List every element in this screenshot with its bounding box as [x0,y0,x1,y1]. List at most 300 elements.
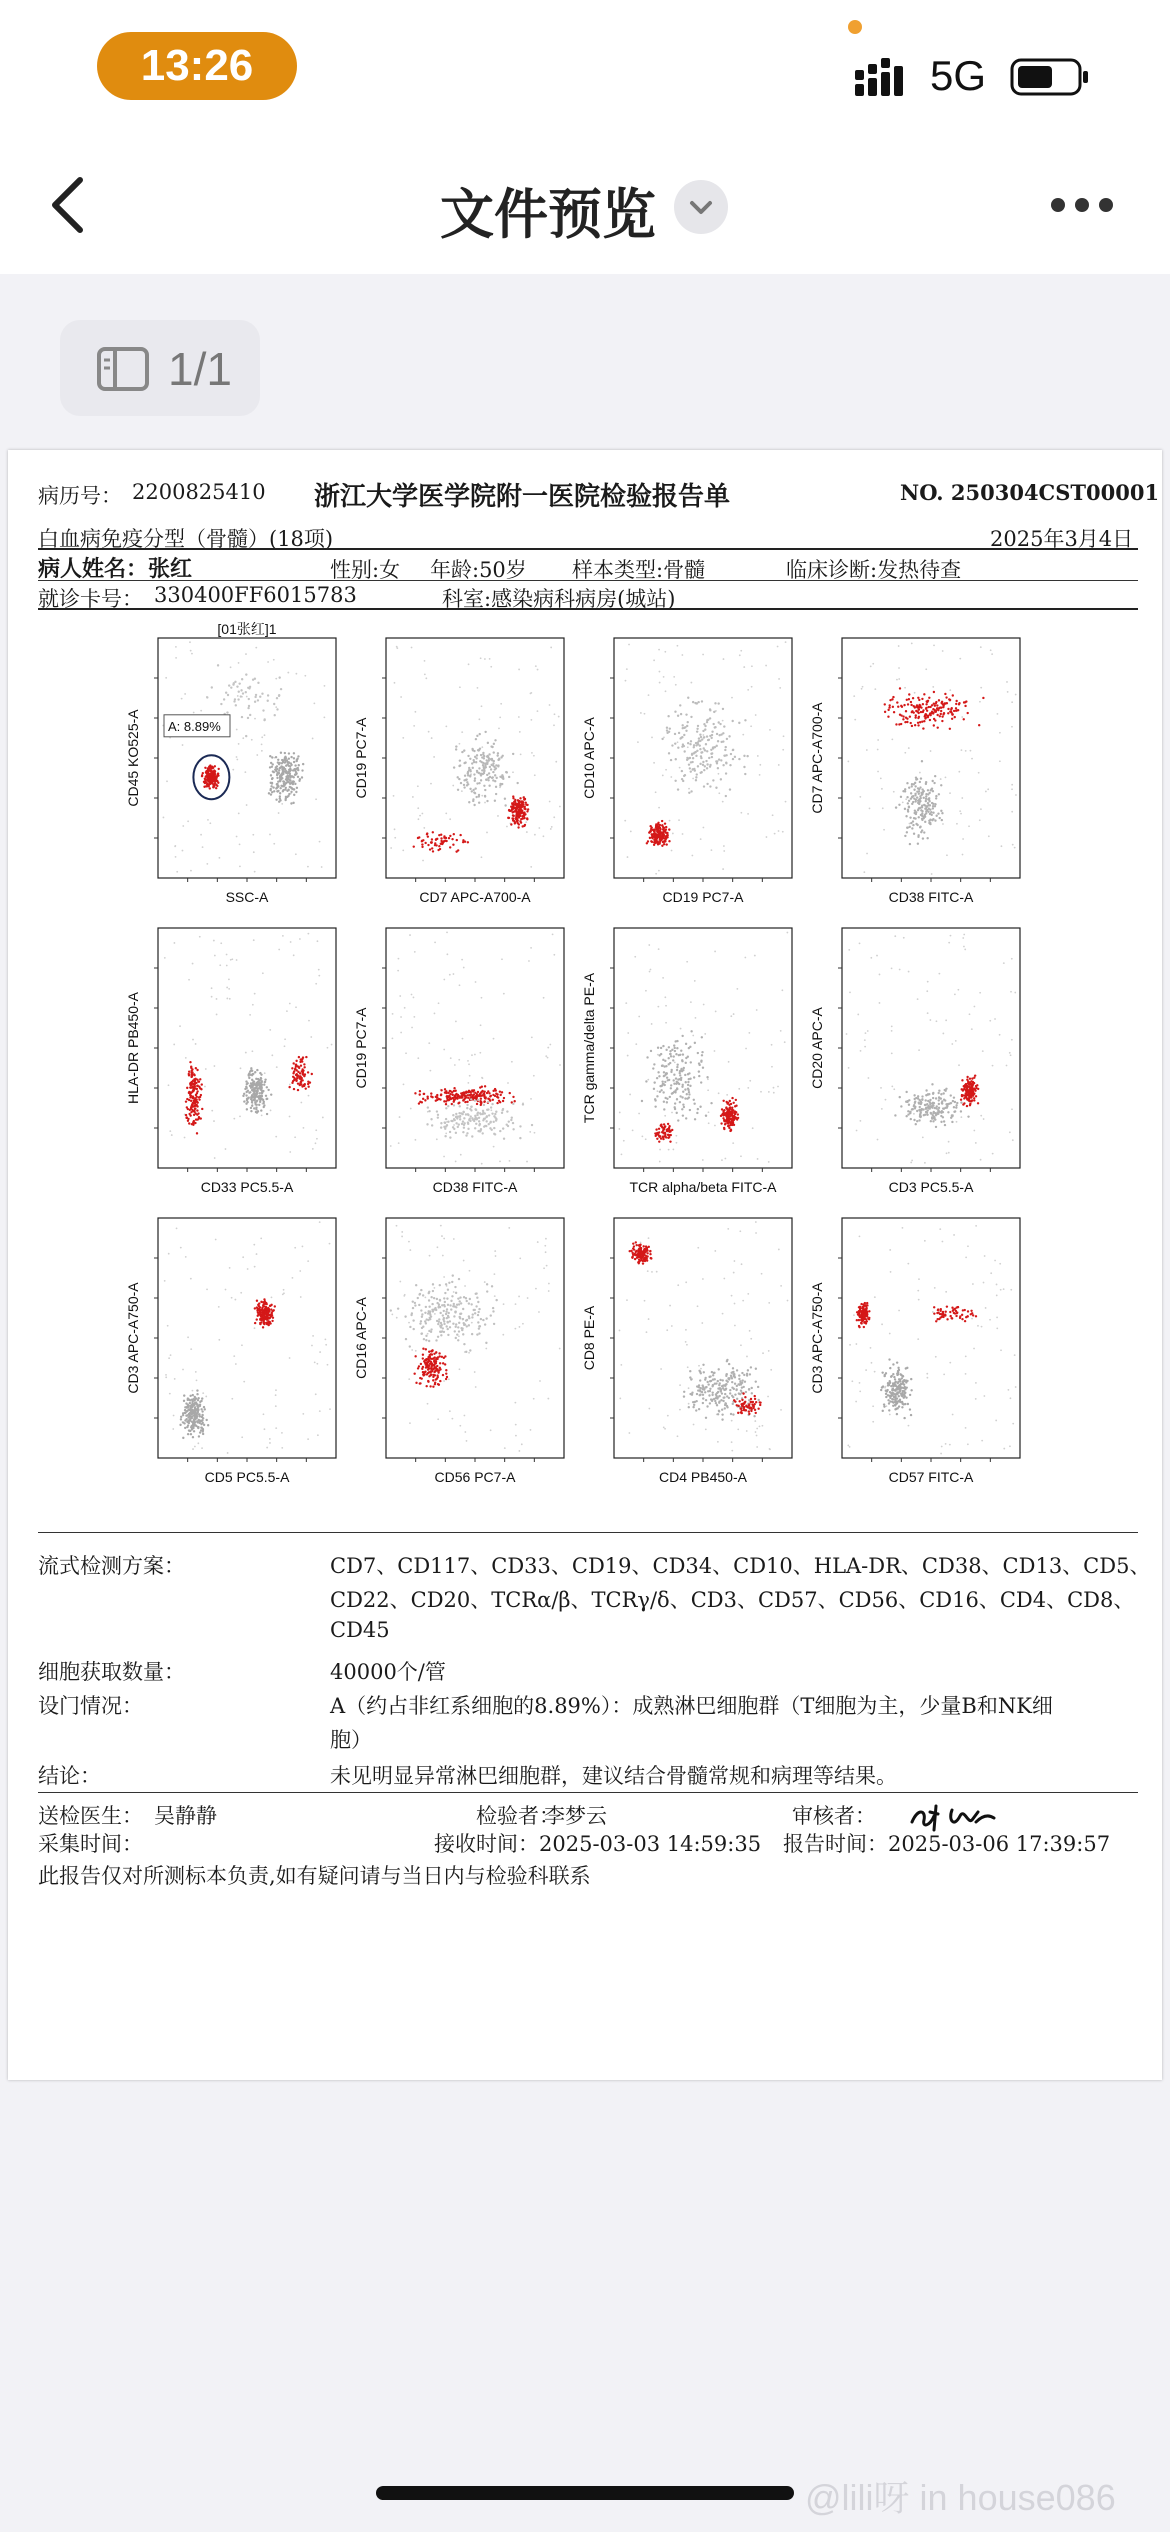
plot-x-axis-label: CD5 PC5.5-A [204,1469,290,1485]
event-dot [250,1107,252,1109]
event-dot [627,1032,629,1034]
event-dot [271,1054,273,1056]
event-dot [449,1410,451,1412]
event-dot [977,1102,979,1104]
event-dot [189,1399,191,1401]
event-dot [754,955,756,957]
event-dot [696,730,698,732]
event-dot [718,773,720,775]
event-dot [391,1314,393,1316]
event-dot [916,1110,918,1112]
plot-y-axis-label: CD45 KO525-A [125,709,141,807]
event-dot [744,719,746,721]
event-dot [418,818,420,820]
event-dot [959,810,961,812]
event-dot [530,719,532,721]
event-dot [722,1117,724,1119]
event-dot [499,786,501,788]
event-dot [701,1322,703,1324]
event-dot [419,1293,421,1295]
event-dot [427,1310,429,1312]
event-dot [267,1311,269,1313]
event-dot [703,1004,705,1006]
event-dot [245,673,247,675]
event-dot [254,718,256,720]
event-dot [928,800,930,802]
event-dot [548,1283,550,1285]
event-dot [463,762,465,764]
event-dot [230,666,232,668]
event-dot [207,771,209,773]
event-dot [464,1415,466,1417]
event-dot [918,708,920,710]
event-dot [692,757,694,759]
event-dot [658,1140,660,1142]
event-dot [739,654,741,656]
event-dot [429,848,431,850]
event-dot [188,1122,190,1124]
event-dot [910,822,912,824]
event-dot [717,767,719,769]
event-dot [968,1081,970,1083]
event-dot [625,1002,627,1004]
event-dot [688,1093,690,1095]
event-dot [757,1158,759,1160]
event-dot [191,1091,193,1093]
event-dot [478,1308,480,1310]
event-dot [906,717,908,719]
event-dot [275,1427,277,1429]
event-dot [427,1333,429,1335]
back-icon[interactable] [40,170,100,240]
event-dot [425,677,427,679]
event-dot [468,769,470,771]
event-dot [255,694,257,696]
event-dot [455,1337,457,1339]
event-dot [453,1124,455,1126]
event-dot [919,795,921,797]
event-dot [700,838,702,840]
event-dot [778,830,780,832]
event-dot [664,840,666,842]
event-dot [477,687,479,689]
event-dot [632,1247,634,1249]
event-dot [545,1055,547,1057]
event-dot [906,831,908,833]
event-dot [891,698,893,700]
event-dot [479,733,481,735]
event-dot [257,1304,259,1306]
event-dot [708,757,710,759]
event-dot [876,955,878,957]
event-dot [247,1090,249,1092]
event-dot [723,845,725,847]
event-dot [623,1140,625,1142]
event-dot [284,756,286,758]
event-dot [911,785,913,787]
event-dot [915,705,917,707]
event-dot [940,710,942,712]
event-dot [784,1041,786,1043]
event-dot [949,728,951,730]
event-dot [458,1322,460,1324]
event-dot [443,1297,445,1299]
title-dropdown-button[interactable] [674,180,728,234]
event-dot [423,1373,425,1375]
event-dot [771,1066,773,1068]
event-dot [524,824,526,826]
event-dot [449,1304,451,1306]
event-dot [908,747,910,749]
event-dot [726,1094,728,1096]
event-dot [669,727,671,729]
event-dot [932,812,934,814]
event-dot [486,774,488,776]
event-dot [190,1066,192,1068]
more-options-icon[interactable] [1050,190,1114,220]
event-dot [963,1102,965,1104]
event-dot [249,686,251,688]
event-dot [472,1090,474,1092]
event-dot [945,776,947,778]
event-dot [422,1348,424,1350]
event-dot [510,1119,512,1121]
event-dot [511,1117,513,1119]
event-dot [437,1371,439,1373]
event-dot [458,1278,460,1280]
event-dot [480,774,482,776]
event-dot [729,1107,731,1109]
page-indicator-button[interactable] [60,320,260,416]
event-dot [859,942,861,944]
event-dot [196,1118,198,1120]
event-dot [290,762,292,764]
event-dot [436,1097,438,1099]
event-dot [475,981,477,983]
event-dot [713,711,715,713]
event-dot [289,1116,291,1118]
event-dot [522,817,524,819]
event-dot [435,1351,437,1353]
event-dot [250,1067,252,1069]
event-dot [468,1317,470,1319]
event-dot [193,1110,195,1112]
event-dot [709,717,711,719]
event-dot [465,1351,467,1353]
event-dot [194,1396,196,1398]
event-dot [427,1356,429,1358]
event-dot [675,1053,677,1055]
event-dot [626,1299,628,1301]
event-dot [484,1085,486,1087]
event-dot [915,1123,917,1125]
event-dot [260,1098,262,1100]
event-dot [274,1305,276,1307]
event-dot [480,754,482,756]
event-dot [477,1321,479,1323]
event-dot [726,1102,728,1104]
divider [38,548,1138,550]
event-dot [650,830,652,832]
event-dot [201,1108,203,1110]
event-dot [423,827,425,829]
event-dot [674,710,676,712]
event-dot [276,777,278,779]
event-dot [899,714,901,716]
event-dot [499,1091,501,1093]
event-dot [898,678,900,680]
event-dot [442,1362,444,1364]
event-dot [469,1108,471,1110]
event-dot [223,698,225,700]
event-dot [752,1127,754,1129]
event-dot [399,1116,401,1118]
event-dot [452,1322,454,1324]
event-dot [413,725,415,727]
event-dot [787,1300,789,1302]
event-dot [448,1378,450,1380]
event-dot [953,1096,955,1098]
event-dot [435,1339,437,1341]
event-dot [485,1342,487,1344]
event-dot [962,854,964,856]
event-dot [656,825,658,827]
event-dot [186,1116,188,1118]
event-dot [508,817,510,819]
event-dot [447,1092,449,1094]
event-dot [426,1095,428,1097]
event-dot [400,1016,402,1018]
event-dot [403,1083,405,1085]
event-dot [911,827,913,829]
event-dot [422,1294,424,1296]
event-dot [423,1338,425,1340]
event-dot [755,1431,757,1433]
event-dot [750,1338,752,1340]
event-dot [470,1098,472,1100]
event-dot [488,1114,490,1116]
event-dot [199,1405,201,1407]
event-dot [663,1065,665,1067]
event-dot [239,1115,241,1117]
event-dot [497,815,499,817]
event-dot [275,678,277,680]
event-dot [675,684,677,686]
event-dot [475,1097,477,1099]
event-dot [257,1315,259,1317]
event-dot [942,1107,944,1109]
event-dot [668,840,670,842]
event-dot [692,1035,694,1037]
event-dot [261,736,263,738]
event-dot [762,1352,764,1354]
event-dot [533,755,535,757]
event-dot [649,1250,651,1252]
event-dot [938,1099,940,1101]
event-dot [731,1119,733,1121]
event-dot [512,805,514,807]
event-dot [725,1120,727,1122]
event-dot [963,934,965,936]
event-dot [685,713,687,715]
event-dot [469,788,471,790]
event-dot [246,696,248,698]
event-dot [445,1313,447,1315]
event-dot [547,1057,549,1059]
event-dot [966,1105,968,1107]
event-dot [479,1112,481,1114]
event-dot [200,1429,202,1431]
plot-y-axis-label: HLA-DR PB450-A [125,991,141,1105]
event-dot [531,752,533,754]
event-dot [730,1103,732,1105]
cytometry-plot [581,638,792,905]
event-dot [426,1123,428,1125]
event-dot [268,792,270,794]
event-dot [669,1053,671,1055]
event-dot [771,1044,773,1046]
event-dot [687,1073,689,1075]
event-dot [447,1288,449,1290]
event-dot [194,1107,196,1109]
event-dot [734,1112,736,1114]
event-dot [684,1074,686,1076]
event-dot [727,1228,729,1230]
event-dot [870,957,872,959]
event-dot [240,1292,242,1294]
event-dot [936,1111,938,1113]
event-dot [457,1126,459,1128]
event-dot [428,1330,430,1332]
event-dot [469,1349,471,1351]
event-dot [664,1125,666,1127]
event-dot [484,802,486,804]
event-dot [312,1335,314,1337]
event-dot [468,1094,470,1096]
event-dot [938,793,940,795]
event-dot [201,1426,203,1428]
event-dot [394,837,396,839]
event-dot [501,776,503,778]
event-dot [693,768,695,770]
plot-x-axis-label: SSC-A [225,889,269,905]
event-dot [686,961,688,963]
event-dot [688,1403,690,1405]
event-dot [449,1326,451,1328]
event-dot [477,1301,479,1303]
event-dot [482,1110,484,1112]
event-dot [663,1128,665,1130]
event-dot [173,1415,175,1417]
event-dot [241,678,243,680]
event-dot [190,1074,192,1076]
event-dot [511,1061,513,1063]
event-dot [755,1232,757,1234]
event-dot [235,704,237,706]
event-dot [482,762,484,764]
event-dot [470,1303,472,1305]
gate-percentage: A: 8.89% [168,718,221,734]
event-dot [971,758,973,760]
event-dot [679,1409,681,1411]
event-dot [262,709,264,711]
event-dot [453,1118,455,1120]
event-dot [295,1006,297,1008]
event-dot [674,1040,676,1042]
event-dot [942,1092,944,1094]
event-dot [686,725,688,727]
event-dot [232,769,234,771]
event-dot [684,1097,686,1099]
event-dot [766,836,768,838]
event-dot [738,722,740,724]
event-dot [720,1122,722,1124]
event-dot [538,827,540,829]
event-dot [655,791,657,793]
event-dot [965,700,967,702]
event-dot [478,795,480,797]
event-dot [862,686,864,688]
event-dot [737,1117,739,1119]
event-dot [515,1424,517,1426]
event-dot [449,974,451,976]
event-dot [687,1081,689,1083]
event-dot [523,815,525,817]
event-dot [675,1135,677,1137]
event-dot [723,725,725,727]
event-dot [218,1306,220,1308]
event-dot [427,844,429,846]
event-dot [870,665,872,667]
event-dot [261,1095,263,1097]
event-dot [315,1393,317,1395]
event-dot [452,785,454,787]
navigation-bar [0,140,1170,274]
event-dot [856,1130,858,1132]
event-dot [899,687,901,689]
event-dot [206,863,208,865]
event-dot [489,1099,491,1101]
event-dot [201,1447,203,1449]
event-dot [737,1113,739,1115]
event-dot [674,1091,676,1093]
event-dot [723,658,725,660]
event-dot [929,706,931,708]
event-dot [724,749,726,751]
event-dot [248,1072,250,1074]
event-dot [470,1091,472,1093]
event-dot [922,727,924,729]
plot-x-axis-label: CD38 FITC-A [888,889,974,905]
event-dot [438,1098,440,1100]
event-dot [271,1296,273,1298]
event-dot [263,1084,265,1086]
event-dot [678,1083,680,1085]
event-dot [910,701,912,703]
event-dot [240,1067,242,1069]
event-dot [273,703,275,705]
event-dot [1012,1139,1014,1141]
event-dot [947,1111,949,1113]
event-dot [734,1260,736,1262]
event-dot [418,836,420,838]
event-dot [183,1400,185,1402]
event-dot [670,1084,672,1086]
event-dot [768,1350,770,1352]
event-dot [940,1093,942,1095]
event-dot [867,1030,869,1032]
event-dot [275,756,277,758]
